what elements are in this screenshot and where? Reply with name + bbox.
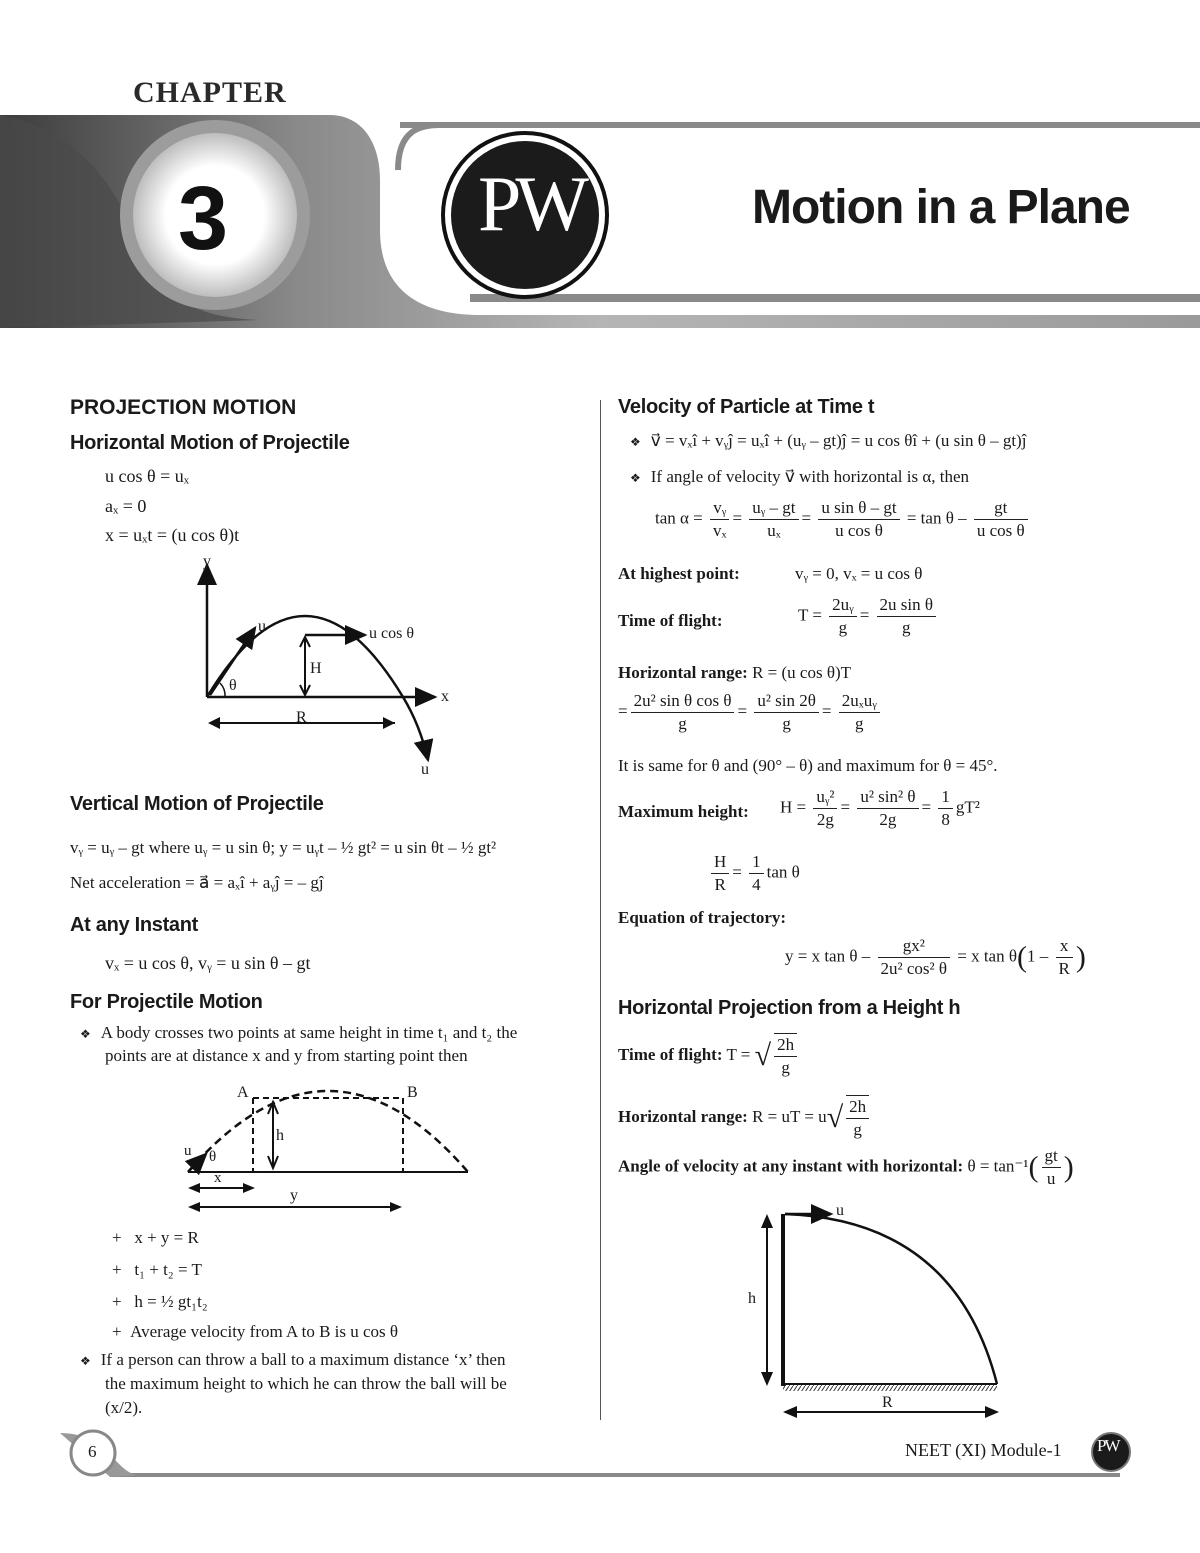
equation: aₓ = 0 bbox=[105, 496, 147, 516]
pw-logo-text: PW bbox=[478, 160, 583, 247]
range-line: Horizontal range: R = (u cos θ)T bbox=[618, 663, 852, 682]
list-item: ❖ If angle of velocity v⃗ with horizontal is α, then bbox=[630, 467, 970, 486]
velocity-label: u bbox=[836, 1202, 844, 1219]
list-item: + x + y = R bbox=[112, 1228, 199, 1247]
list-item: + Average velocity from A to B is u cos θ bbox=[112, 1322, 399, 1341]
height-label: H bbox=[310, 660, 322, 677]
point-a-label: A bbox=[237, 1084, 249, 1101]
list-item-continued: the maximum height to which he can throw the ball will be bbox=[105, 1374, 507, 1393]
list-item-continued: (x/2). bbox=[105, 1398, 143, 1417]
column-divider bbox=[600, 400, 601, 1420]
distance-y-label: y bbox=[290, 1187, 298, 1204]
footer-logo: PW bbox=[1097, 1436, 1119, 1455]
two-points-figure bbox=[178, 1070, 478, 1220]
highest-label: At highest point: bbox=[618, 564, 740, 583]
h-over-r-equation: $\frac{H}{R}$ = $\frac{1}{4}$ tan θ bbox=[708, 851, 800, 896]
trajectory-equation: y = x tan θ – $\frac{\text{gx²}}{\text{2u² cos² θ}}$ = x tan θ(1 – $\frac{x}{R}$ ) bbox=[785, 936, 1086, 978]
horizontal-heading: Horizontal Motion of Projectile bbox=[70, 432, 350, 454]
section-title: PROJECTION MOTION bbox=[70, 396, 297, 419]
velocity-heading: Velocity of Particle at Time t bbox=[618, 396, 875, 418]
tof-line: Time of flight: T = √ $\frac{2h}{g}$ bbox=[618, 1033, 800, 1079]
equation: x = uₓt = (u cos θ)t bbox=[105, 525, 240, 545]
angle-label: θ bbox=[209, 1149, 217, 1165]
axis-y-label: y bbox=[203, 553, 211, 570]
angle-line: Angle of velocity at any instant with horizontal: θ = tan⁻¹( $\frac{gt}{u}$ ) bbox=[618, 1146, 1074, 1188]
velocity-label: u bbox=[258, 618, 266, 635]
distance-x-label: x bbox=[214, 1170, 222, 1186]
angle-label: θ bbox=[229, 677, 237, 694]
maxheight-equation: H = $\frac{\text{uᵧ²}}{2g}$ = $\frac{\text{u² sin² θ}}{2g}$ = $\frac{1}{8}$ gT² bbox=[780, 787, 980, 829]
velocity-label: u bbox=[184, 1143, 192, 1159]
maxheight-label: Maximum height: bbox=[618, 802, 749, 821]
ucos-label: u cos θ bbox=[369, 625, 414, 642]
list-item-continued: points are at distance x and y from starting point then bbox=[105, 1046, 468, 1065]
range-label: R bbox=[296, 709, 307, 726]
range-label: R bbox=[882, 1394, 893, 1411]
chapter-number: 3 bbox=[178, 169, 229, 269]
flight-equation: T = $\frac{\text{2uᵧ}}{g}$ = $\frac{\text{2u sin θ}}{g}$ bbox=[798, 594, 939, 639]
list-item: + t₁ + t₂ = T bbox=[112, 1260, 202, 1279]
axis-x-label: x bbox=[441, 688, 449, 705]
velocity-label: u bbox=[421, 761, 429, 778]
equation: vₓ = u cos θ, vᵧ = u sin θ – gt bbox=[105, 953, 311, 973]
chapter-label: CHAPTER bbox=[133, 76, 287, 109]
module-label: NEET (XI) Module-1 bbox=[905, 1440, 1062, 1460]
projectile-heading: For Projectile Motion bbox=[70, 991, 263, 1013]
horizontal-projection-figure bbox=[745, 1200, 1015, 1425]
range-equation: = $\frac{\text{2u² sin θ cos θ}}{g}$ = $\frac{\text{u² sin 2θ}}{g}$ = $\frac{\text{2uₓuᵧ}}{g}$ bbox=[618, 690, 883, 735]
list-item: ❖ If a person can throw a ball to a maximum distance ‘x’ then bbox=[80, 1350, 506, 1369]
height-projection-heading: Horizontal Projection from a Height h bbox=[618, 997, 961, 1019]
height-label: h bbox=[748, 1290, 756, 1307]
chapter-title: Motion in a Plane bbox=[752, 181, 1130, 234]
instant-heading: At any Instant bbox=[70, 914, 199, 936]
tan-alpha-equation: tan α = $\frac{\text{vᵧ}}{\text{vₓ}}$ = $\frac{\text{uᵧ – gt}}{\text{uₓ}}$ = $\frac{\text{u sin θ – gt}}{\text{u cos θ}}$ = tan θ – $\frac{gt}{\text{u cos θ}}$ bbox=[655, 497, 1031, 542]
range-h-line: Horizontal range: R = uT = u√ $\frac{2h}{g}$ bbox=[618, 1095, 872, 1141]
list-item: + h = ½ gt₁t₂ bbox=[112, 1292, 208, 1311]
equation: vᵧ = uᵧ – gt where uᵧ = u sin θ; y = uᵧt – ½ gt² = u sin θt – ½ gt² bbox=[70, 838, 497, 857]
equation: u cos θ = uₓ bbox=[105, 466, 189, 486]
trajectory-label: Equation of trajectory: bbox=[618, 908, 787, 927]
list-item: ❖ v⃗ = vₓî + vᵧĵ = uₓî + (uᵧ – gt)ĵ = u cos θî + (u sin θ – gt)ĵ bbox=[630, 431, 1027, 450]
equation: vᵧ = 0, vₓ = u cos θ bbox=[795, 564, 923, 583]
equation: Net acceleration = a⃗ = aₓî + aᵧĵ = – gĵ bbox=[70, 873, 324, 892]
vertical-heading: Vertical Motion of Projectile bbox=[70, 793, 324, 815]
point-b-label: B bbox=[407, 1084, 418, 1101]
height-label: h bbox=[276, 1127, 284, 1144]
page-number: 6 bbox=[88, 1442, 97, 1461]
list-item: ❖ A body crosses two points at same height in time t₁ and t₂ the bbox=[80, 1023, 518, 1042]
projectile-figure bbox=[190, 555, 470, 785]
flight-label: Time of flight: bbox=[618, 611, 723, 630]
range-note: It is same for θ and (90° – θ) and maximum for θ = 45°. bbox=[618, 756, 998, 775]
